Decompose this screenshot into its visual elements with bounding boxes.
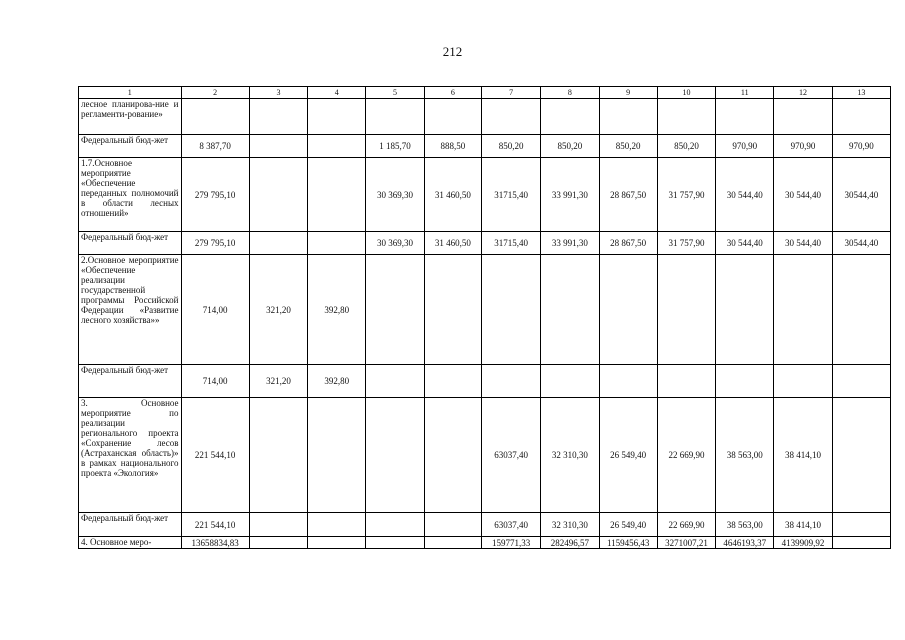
table-row (79, 232, 891, 255)
page-number: 212 (442, 44, 463, 59)
value-cell (424, 537, 481, 549)
value-cell: 31 757,90 (657, 158, 715, 232)
value-cell: 31 460,50 (424, 158, 481, 232)
value-cell: 221 544,10 (181, 398, 249, 513)
column-header: 13 (832, 87, 890, 99)
value-cell: 888,50 (424, 135, 481, 158)
value-cell: 31 460,50 (424, 232, 481, 255)
value-cell: 221 544,10 (181, 513, 249, 537)
value-cell: 392,80 (308, 365, 366, 398)
value-cell (716, 365, 774, 398)
value-cell (424, 255, 481, 365)
value-cell: 850,20 (657, 135, 715, 158)
value-cell (481, 99, 540, 135)
value-cell (181, 99, 249, 135)
value-cell (308, 398, 366, 513)
column-header: 3 (249, 87, 307, 99)
row-label-cell: Федеральный бюд-жет (79, 135, 182, 158)
value-cell: 22 669,90 (657, 398, 715, 513)
value-cell: 26 549,40 (599, 513, 657, 537)
value-cell: 279 795,10 (181, 232, 249, 255)
row-label-cell: Федеральный бюд-жет (79, 513, 182, 537)
value-cell (716, 255, 774, 365)
value-cell (832, 365, 890, 398)
value-cell: 30 544,40 (774, 232, 832, 255)
value-cell (366, 255, 424, 365)
column-header: 6 (424, 87, 481, 99)
value-cell: 1159456,43 (599, 537, 657, 549)
value-cell: 28 867,50 (599, 158, 657, 232)
value-cell: 30 544,40 (716, 158, 774, 232)
value-cell (541, 99, 599, 135)
value-cell: 33 991,30 (541, 232, 599, 255)
value-cell (308, 158, 366, 232)
value-cell (366, 99, 424, 135)
value-cell (424, 398, 481, 513)
value-cell: 38 563,00 (716, 398, 774, 513)
table-row (79, 513, 891, 537)
value-cell (366, 537, 424, 549)
value-cell (249, 513, 307, 537)
value-cell: 13658834,83 (181, 537, 249, 549)
value-cell: 159771,33 (481, 537, 540, 549)
header-row (79, 87, 891, 99)
value-cell (249, 398, 307, 513)
value-cell (832, 255, 890, 365)
value-cell: 321,20 (249, 365, 307, 398)
table-row (79, 365, 891, 398)
value-cell: 22 669,90 (657, 513, 715, 537)
column-header: 12 (774, 87, 832, 99)
value-cell (308, 232, 366, 255)
value-cell (249, 135, 307, 158)
column-header: 2 (181, 87, 249, 99)
value-cell: 970,90 (716, 135, 774, 158)
value-cell (599, 255, 657, 365)
value-cell: 970,90 (832, 135, 890, 158)
value-cell (481, 365, 540, 398)
value-cell (657, 255, 715, 365)
value-cell: 31715,40 (481, 232, 540, 255)
value-cell (541, 255, 599, 365)
value-cell (774, 365, 832, 398)
table-row (79, 135, 891, 158)
value-cell (774, 255, 832, 365)
table-row (79, 99, 891, 135)
column-header: 9 (599, 87, 657, 99)
row-label-cell: Федеральный бюд-жет (79, 365, 182, 398)
value-cell: 1 185,70 (366, 135, 424, 158)
value-cell (657, 365, 715, 398)
value-cell: 3271007,21 (657, 537, 715, 549)
value-cell: 38 414,10 (774, 398, 832, 513)
table-row (79, 537, 891, 549)
value-cell (249, 537, 307, 549)
value-cell (249, 99, 307, 135)
value-cell: 31 757,90 (657, 232, 715, 255)
row-label-cell: 4. Основное меро- (79, 537, 182, 549)
value-cell: 32 310,30 (541, 513, 599, 537)
value-cell: 30 369,30 (366, 232, 424, 255)
value-cell (308, 537, 366, 549)
column-header: 7 (481, 87, 540, 99)
value-cell (599, 365, 657, 398)
table-row (79, 398, 891, 513)
value-cell: 32 310,30 (541, 398, 599, 513)
value-cell (308, 135, 366, 158)
value-cell: 30544,40 (832, 232, 890, 255)
value-cell (366, 365, 424, 398)
value-cell: 970,90 (774, 135, 832, 158)
value-cell (481, 255, 540, 365)
value-cell: 714,00 (181, 255, 249, 365)
column-header: 1 (79, 87, 182, 99)
column-header: 8 (541, 87, 599, 99)
value-cell: 63037,40 (481, 398, 540, 513)
value-cell: 30544,40 (832, 158, 890, 232)
row-label-cell: 3. Основное мероприятие по реализации регионального проекта «Сохранение лесов (Астраханская область)» в рамках национального проекта «Экология» (79, 398, 182, 513)
table-row (79, 255, 891, 365)
value-cell: 26 549,40 (599, 398, 657, 513)
value-cell (366, 513, 424, 537)
column-header: 4 (308, 87, 366, 99)
value-cell (716, 99, 774, 135)
value-cell (541, 365, 599, 398)
row-label-cell: 1.7.Основное мероприятие «Обеспечение переданных полномочий в области лесных отношений» (79, 158, 182, 232)
value-cell: 31715,40 (481, 158, 540, 232)
column-header: 11 (716, 87, 774, 99)
value-cell: 38 563,00 (716, 513, 774, 537)
value-cell: 4646193,37 (716, 537, 774, 549)
value-cell: 28 867,50 (599, 232, 657, 255)
value-cell: 30 369,30 (366, 158, 424, 232)
value-cell (424, 99, 481, 135)
value-cell (424, 513, 481, 537)
value-cell: 63037,40 (481, 513, 540, 537)
value-cell (599, 99, 657, 135)
value-cell (774, 99, 832, 135)
value-cell: 30 544,40 (774, 158, 832, 232)
row-label-cell: Федеральный бюд-жет (79, 232, 182, 255)
value-cell (249, 158, 307, 232)
row-label-cell: лесное планирова-ние и регламенти-рование» (79, 99, 182, 135)
value-cell: 4139909,92 (774, 537, 832, 549)
value-cell (832, 398, 890, 513)
value-cell (249, 232, 307, 255)
value-cell: 38 414,10 (774, 513, 832, 537)
value-cell: 850,20 (481, 135, 540, 158)
value-cell: 279 795,10 (181, 158, 249, 232)
value-cell: 30 544,40 (716, 232, 774, 255)
value-cell: 850,20 (541, 135, 599, 158)
value-cell: 850,20 (599, 135, 657, 158)
row-label-cell: 2.Основное мероприятие «Обеспечение реализации государственной программы Российской Федерации «Развитие лесного хозяйства»» (79, 255, 182, 365)
budget-table (78, 86, 891, 549)
value-cell: 33 991,30 (541, 158, 599, 232)
table-row (79, 158, 891, 232)
value-cell (424, 365, 481, 398)
value-cell: 8 387,70 (181, 135, 249, 158)
value-cell: 321,20 (249, 255, 307, 365)
value-cell (366, 398, 424, 513)
column-header: 5 (366, 87, 424, 99)
value-cell: 392,80 (308, 255, 366, 365)
value-cell: 714,00 (181, 365, 249, 398)
column-header: 10 (657, 87, 715, 99)
value-cell (832, 537, 890, 549)
value-cell (308, 513, 366, 537)
value-cell (832, 99, 890, 135)
value-cell: 282496,57 (541, 537, 599, 549)
value-cell (657, 99, 715, 135)
value-cell (308, 99, 366, 135)
value-cell (832, 513, 890, 537)
